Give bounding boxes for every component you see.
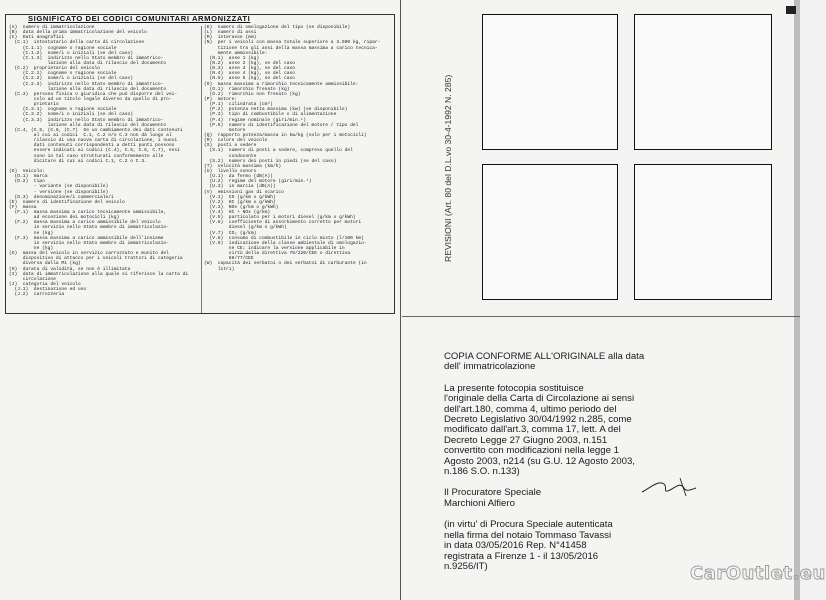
certification-notary-line: nella firma del notaio Tommaso Tavassi bbox=[444, 529, 612, 541]
certification-body-line: n.186 S.O. n.133) bbox=[444, 466, 520, 478]
certification-heading-rest: alla data bbox=[605, 351, 645, 362]
code-entry: tizione tra gli assi della massa massima a carico tecnica- bbox=[204, 45, 378, 51]
certification-body bbox=[444, 384, 784, 478]
code-entry: in servizio nello Stato membro di immatricolazio- bbox=[9, 240, 169, 246]
code-entry: (C.3.2) nome/i o iniziali (se del caso) bbox=[9, 112, 134, 118]
certification-body-line: convertito con modificazioni nella legge 1 bbox=[444, 445, 619, 457]
code-entry: (G) massa del veicolo in servizio carrozzato e munito del bbox=[9, 251, 169, 257]
code-entry: ad eccezione dei motocicli (kg) bbox=[9, 215, 120, 221]
code-entry: (C.2.3) indirizzo nello Stato membro di immatrico- bbox=[9, 81, 164, 87]
code-entry: (I) data di immatricolazione alla quale si riferisce la carta di bbox=[9, 271, 189, 277]
code-entry: (V.3) NOx (g/km o g/kWh) bbox=[204, 204, 279, 210]
handwritten-signature-icon bbox=[640, 470, 700, 500]
code-entry: (K) numero di omologazione del tipo (se disponibile) bbox=[204, 25, 351, 30]
code-entry: rilascio di una nuova carta di circolazione, i nuovi bbox=[9, 138, 178, 144]
code-entry: al cui ai codici C.1, C.2 e/o C.3 non dà luogo al bbox=[9, 132, 172, 138]
code-entry: (C.2.2) nome/i o iniziali (se del caso) bbox=[9, 76, 134, 82]
code-entry: (O.2) rimorchio non frenato (kg) bbox=[204, 91, 301, 97]
code-entry: diciture di cui ai codici C.1, C.2 o C.3. bbox=[9, 158, 147, 164]
code-entry: (H) durata di validità, se non è illimitata bbox=[9, 266, 131, 272]
code-entry: (U.1) da fermo (dB(A)) bbox=[204, 174, 273, 180]
code-entry: (C.1.2) nome/i o iniziali (se del caso) bbox=[9, 50, 134, 56]
code-entry: (N.5) asse 5 (kg), se del caso bbox=[204, 76, 295, 82]
code-entry: (U) livello sonoro bbox=[204, 168, 257, 174]
code-entry: (V.7) CO₂ (g/km) bbox=[204, 230, 257, 236]
certification-signer bbox=[444, 488, 784, 509]
code-entry: (C.1.1) cognome o ragione sociale bbox=[9, 45, 117, 51]
code-entry: (D.3) denominazione/i commerciale/i bbox=[9, 194, 114, 200]
code-entry: (C.1) intestatario della carta di circolazione bbox=[9, 40, 145, 46]
certification-body-line: l'originale della Carta di Circolazione ai sensi bbox=[444, 393, 635, 405]
certification-signer-line: Marchioni Alfiero bbox=[444, 497, 515, 509]
code-entry: (P.5) numero di identificazione del motore / tipo del bbox=[204, 122, 359, 128]
code-entry: colo ad un titolo legale diverso da quello di pro- bbox=[9, 96, 172, 102]
code-entry: motore bbox=[204, 127, 246, 133]
code-entry: ne CE; indicare la versione applicabile in bbox=[204, 246, 345, 252]
code-entry: (S) posti a sedere bbox=[204, 143, 257, 149]
certification-body-line: La presente fotocopia sostituisce bbox=[444, 382, 584, 394]
code-entry: (P.2) potenza netta massima (kw) (se disponibile) bbox=[204, 107, 348, 113]
code-entry: (F.2) massa massima a carico ammissibile del veicolo bbox=[9, 220, 161, 226]
code-entry: virtù della direttiva 70/220/CEE o direttiva bbox=[204, 251, 351, 257]
revision-box-2 bbox=[634, 14, 772, 150]
code-entry: - variante (se disponibile) bbox=[9, 184, 109, 190]
codes-panel bbox=[5, 14, 395, 314]
code-entry: (F.1) massa massima a carico tecnicamente ammissibile, bbox=[9, 210, 167, 216]
codes-panel-title: SIGNIFICATO DEI CODICI COMUNITARI ARMONIZZATI bbox=[28, 14, 251, 23]
code-entry: (C.3.3) indirizzo nello Stato membro di immatrico- bbox=[9, 117, 164, 123]
code-entry: (F.3) massa massima a carico ammissibile dell'insieme bbox=[9, 235, 164, 241]
code-entry: diversa dalla M1 (kg) bbox=[9, 261, 81, 267]
revision-box-1 bbox=[482, 14, 618, 150]
code-entry: (Q) rapporto potenza/massa in kw/kg (solo per i motocicli) bbox=[204, 132, 367, 138]
code-entry: (C.2.1) cognome o ragione sociale bbox=[9, 71, 117, 77]
code-entry: (D.1) marca bbox=[9, 174, 48, 180]
code-entry: (M) interasse (mm) bbox=[204, 35, 257, 41]
code-entry: (S.2) numero dei posti in piedi (se del caso) bbox=[204, 158, 337, 164]
code-entry: (P.3) tipo di combustibile o di alimentazione bbox=[204, 112, 337, 118]
code-entry: (J.1) destinazione ed uso bbox=[9, 287, 87, 293]
certification-heading-main: COPIA CONFORME ALL'ORIGINALE bbox=[444, 351, 606, 362]
code-entry: - versione (se disponibile) bbox=[9, 189, 109, 195]
code-entry: (V.5) particolato per i motori diesel (g/km o g/kWh) bbox=[204, 215, 356, 221]
code-entry: (E) numero di identificazione del veicolo bbox=[9, 199, 125, 205]
certification-body-line: modificato dall'art.3, comma 17, lett. A del bbox=[444, 424, 621, 436]
code-entry: (V.1) CO (g/km o g/kWh) bbox=[204, 194, 276, 200]
code-entry: (C.1.3) indirizzo nello Stato membro di immatrico- bbox=[9, 55, 164, 61]
code-entry: (F) massa bbox=[9, 204, 37, 210]
certification-body-line: Decreto Legislativo 30/04/1992 n.285, come bbox=[444, 414, 632, 426]
page-edge-shadow bbox=[794, 0, 800, 600]
code-entry: (O) massa massima a rimorchio tecnicamente ammissibile: bbox=[204, 81, 359, 87]
codes-column-divider bbox=[201, 26, 202, 313]
code-entry: 88/77/CEE bbox=[204, 256, 254, 262]
code-entry: (T) velocità massima (km/h) bbox=[204, 163, 282, 169]
code-entry: (C.2) proprietario del veicolo bbox=[9, 66, 100, 72]
codes-right-column bbox=[204, 25, 392, 313]
code-entry: (L) numero di assi bbox=[204, 30, 257, 36]
certification-body-line: Decreto Legge 27 Giugno 2003, n.151 bbox=[444, 434, 608, 446]
code-entry: (V.2) HC (g/km o g/kWh) bbox=[204, 199, 276, 205]
code-entry: circolazione bbox=[9, 276, 56, 282]
code-entry: (C.4, (C.5, (C.6, (C.7) Se un cambiamento dei dati contenuti bbox=[9, 127, 183, 133]
code-entry: (U.3) in marcia (dB(A)) bbox=[204, 184, 276, 190]
code-entry: mente ammissibile: bbox=[204, 50, 268, 56]
code-entry: (V.8) consumo di combustibile in ciclo misto (l/100 km) bbox=[204, 235, 364, 241]
codes-left-column bbox=[9, 25, 201, 313]
fold-line-vertical bbox=[400, 0, 401, 600]
code-entry: prietario bbox=[9, 102, 59, 108]
code-entry: dati contenuti corrispondenti a detti punti possono bbox=[9, 143, 175, 149]
code-entry: (D.2) tipo bbox=[9, 179, 45, 185]
code-entry: lazione alla data di rilascio del documento bbox=[9, 122, 167, 128]
code-entry: in servizio nello Stato membro di immatricolazio- bbox=[9, 225, 169, 231]
revision-box-4 bbox=[634, 164, 772, 300]
code-entry: (V.9) indicazione della classe ambientale di omologazio- bbox=[204, 240, 367, 246]
code-entry: (D) Veicolo: bbox=[9, 168, 45, 174]
code-entry: (C) Dati anagrafici bbox=[9, 35, 65, 41]
code-entry: (N) per i veicoli con massa totale superiore a 3.500 kg, ripar- bbox=[204, 40, 381, 46]
certification-body-line: Agosto 2003, n214 (su G.U. 12 Agosto 2003, bbox=[444, 455, 635, 467]
code-entry: (V) emissioni gas di scarico bbox=[204, 189, 284, 195]
code-entry: diesel (g/km o g/kWh) bbox=[204, 225, 287, 231]
code-entry: (C.3.1) cognome o ragione sociale bbox=[9, 107, 117, 113]
code-entry: (B) data della prima immatricolazione del veicolo bbox=[9, 30, 147, 36]
code-entry: (P.1) cilindrata (cm³) bbox=[204, 102, 273, 108]
code-entry: (J.2) carrozzeria bbox=[9, 292, 65, 298]
code-entry: sono in tal caso strutturati conformemente alle bbox=[9, 153, 164, 159]
code-entry: litri) bbox=[204, 266, 235, 272]
certification-body-line: dell'art.180, comma 4, ultimo periodo del bbox=[444, 403, 617, 415]
code-entry: (A) numero di immatricolazione bbox=[9, 25, 95, 30]
certification-notary-line: n.9256/IT) bbox=[444, 560, 488, 572]
code-entry: (U.2) regime del motore (giri/min.¹) bbox=[204, 179, 312, 185]
code-entry: (O.1) rimorchio frenato (kg) bbox=[204, 86, 290, 92]
code-entry: (N.2) asse 2 (kg), se del caso bbox=[204, 60, 295, 66]
code-entry: ne (kg) bbox=[9, 230, 54, 236]
fold-line-horizontal bbox=[402, 316, 800, 317]
code-entry: (W) capacità dei serbatoi o dei serbatoi di carburante (in bbox=[204, 261, 367, 267]
certification-notary-line: (in virtu' di Procura Speciale autenticata bbox=[444, 519, 613, 531]
certification-notary-line: in data 03/05/2016 Rep. N°41458 bbox=[444, 540, 587, 552]
code-entry: lazione alla data di rilascio del documento bbox=[9, 60, 167, 66]
revisioni-label: REVISIONI (Art. 80 del D.L.vo 30-4-1992 N. 285) bbox=[443, 74, 453, 262]
code-entry: (N.3) asse 3 (kg), se del caso bbox=[204, 66, 295, 72]
code-entry: (P.4) regime nominale (giri/min.¹) bbox=[204, 117, 306, 123]
code-entry: (S.1) numero di posti a sedere, compreso quello del bbox=[204, 148, 353, 154]
code-entry: dispositivo di attacco per i veicoli trattori di categoria bbox=[9, 256, 183, 262]
code-entry: (N.4) asse 4 (kg), se del caso bbox=[204, 71, 295, 77]
code-entry: (C.3) persona fisica o giuridica che può disporre del vei- bbox=[9, 91, 178, 97]
code-entry: ne (kg) bbox=[9, 246, 54, 252]
code-entry: conducente bbox=[204, 153, 257, 159]
code-entry: (V.6) coefficiente di assorbimento corretto per motori bbox=[204, 220, 362, 226]
certification-notary-line: registrata a Firenze 1 - il 13/05/2016 bbox=[444, 550, 599, 562]
code-entry: essere indicati ai codici (C.4), C.5, C.6, C.7), essi bbox=[9, 148, 180, 154]
code-entry: (R) colore del veicolo bbox=[204, 138, 268, 144]
code-entry: (N.1) asse 1 (kg) bbox=[204, 55, 260, 61]
code-entry: (P) motore: bbox=[204, 96, 238, 102]
code-entry: lazione alla data di rilascio del documento bbox=[9, 86, 167, 92]
revision-box-3 bbox=[482, 164, 618, 300]
caroutlet-watermark: CarOutlet.eu bbox=[690, 563, 826, 584]
certification-heading-line2: dell' immatricolazione bbox=[444, 361, 536, 373]
certification-block bbox=[444, 352, 784, 572]
scan-corner-mark bbox=[786, 6, 796, 14]
code-entry: (V.4) HC + NOx (g/km) bbox=[204, 210, 271, 216]
certification-signer-line: Il Procuratore Speciale bbox=[444, 487, 542, 499]
code-entry: (J) categoria del veicolo bbox=[9, 282, 81, 288]
